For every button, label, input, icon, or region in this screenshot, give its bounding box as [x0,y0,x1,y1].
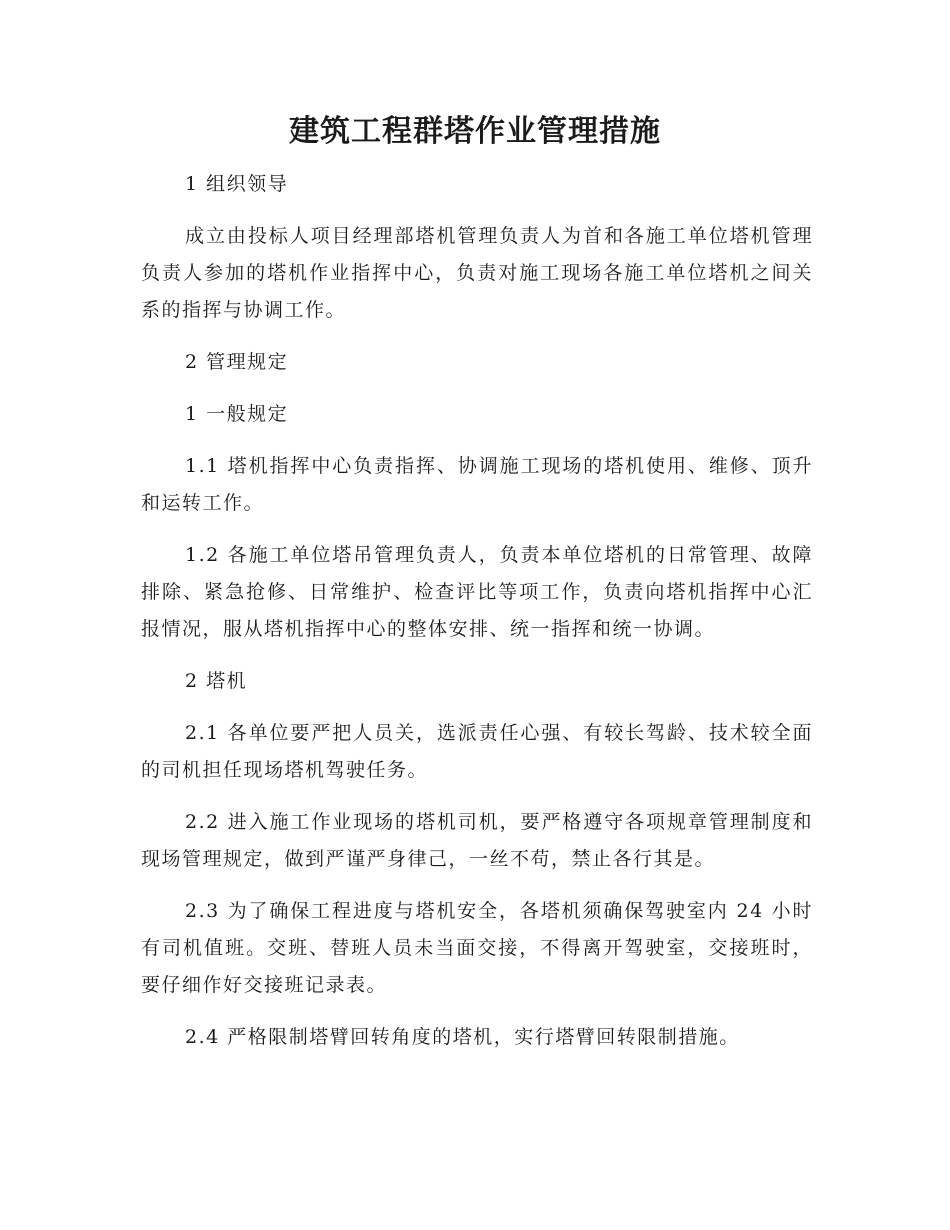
paragraph-2-4: 2.4 严格限制塔臂回转角度的塔机，实行塔臂回转限制措施。 [185,1026,740,1048]
paragraph-1-1: 1.1 塔机指挥中心负责指挥、协调施工现场的塔机使用、维修、顶升和运转工作。 [141,455,813,514]
paragraph-2-2: 2.2 进入施工作业现场的塔机司机，要严格遵守各项规章管理制度和现场管理规定，做到严谨严身律己，一丝不苟，禁止各行其是。 [141,811,813,870]
document-body [141,166,813,1071]
paragraph-organization: 成立由投标人项目经理部塔机管理负责人为首和各施工单位塔机管理负责人参加的塔机作业指挥中心，负责对施工现场各施工单位塔机之间关系的指挥与协调工作。 [141,225,813,321]
document-title: 建筑工程群塔作业管理措施 [289,114,661,149]
paragraph-2-3: 2.3 为了确保工程进度与塔机安全，各塔机须确保驾驶室内 24 小时有司机值班。交班、替班人员未当面交接，不得离开驾驶室，交接班时，要仔细作好交接班记录表。 [141,900,813,996]
paragraph-2-1: 2.1 各单位要严把人员关，选派责任心强、有较长驾龄、技术较全面的司机担任现场塔机驾驶任务。 [141,722,813,781]
section-heading-regulations: 2 管理规定 [185,351,289,373]
section-heading-organization: 1 组织领导 [185,173,289,195]
subsection-heading-tower-crane: 2 塔机 [185,670,248,692]
subsection-heading-general: 1 一般规定 [185,403,289,425]
paragraph-1-2: 1.2 各施工单位塔吊管理负责人，负责本单位塔机的日常管理、故障排除、紧急抢修、日常维护、检查评比等项工作，负责向塔机指挥中心汇报情况，服从塔机指挥中心的整体安排、统一指挥和统一协调。 [141,544,813,640]
